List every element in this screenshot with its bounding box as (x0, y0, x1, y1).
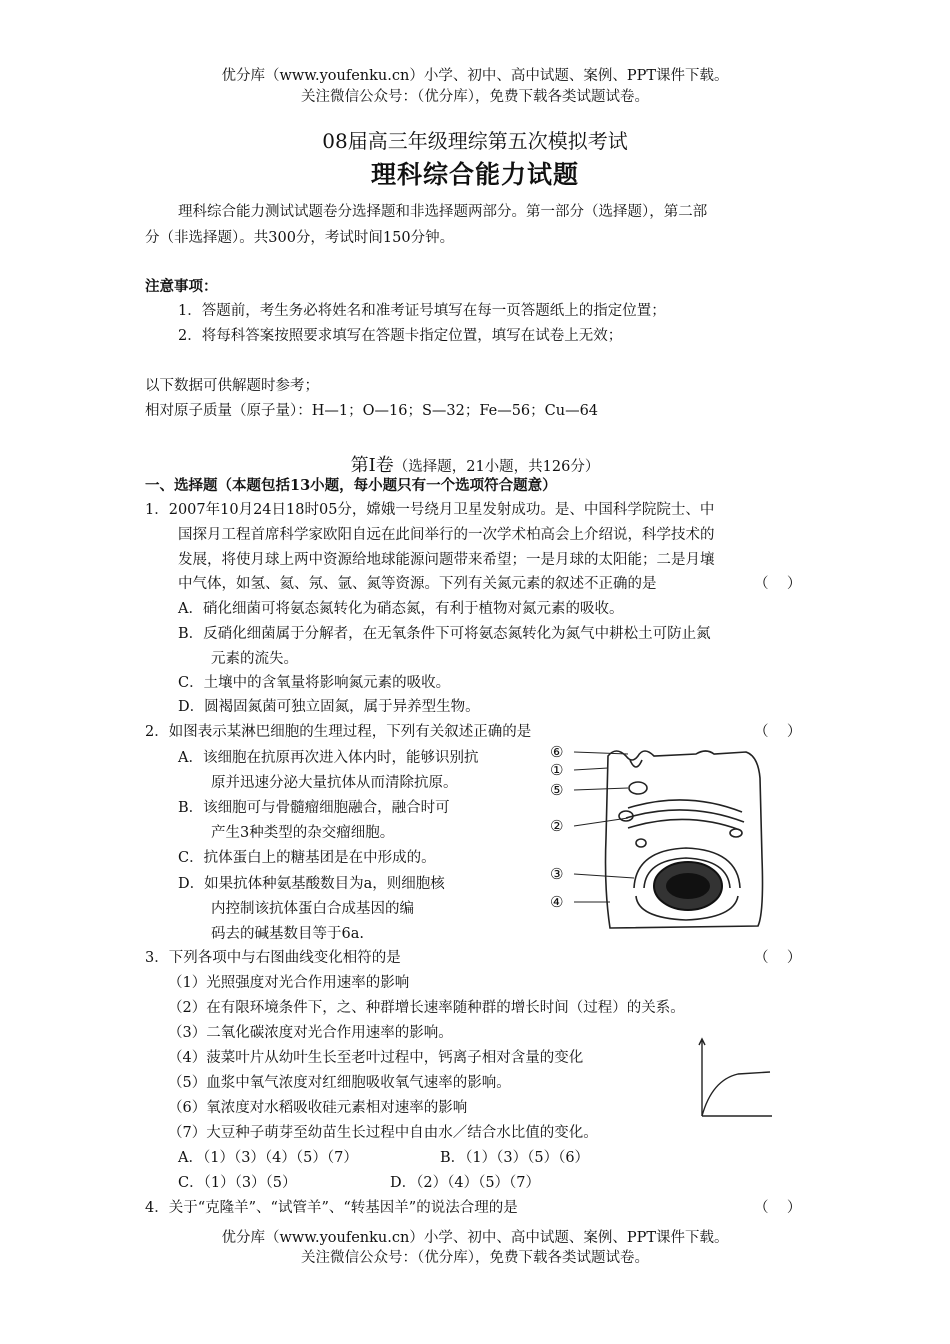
nucleolus (666, 873, 710, 899)
intro-line-1: 理科综合能力测试试题卷分选择题和非选择题两部分。第一部分（选择题），第二部 (178, 204, 708, 220)
vesicle-exocytosis (630, 760, 642, 767)
figure-label-6: ⑥ (550, 743, 564, 761)
q1-line-2: 国探月工程首席科学家欧阳自远在此间举行的一次学术柏高会上介绍说，科学技术的 (178, 527, 715, 543)
exam-title: 08届高三年级理综第五次模拟考试 (322, 129, 628, 153)
figure-label-1: ① (550, 761, 564, 779)
vesicle (730, 829, 742, 837)
golgi (628, 819, 740, 830)
q4-stem: 4．关于“克隆羊”、“试管羊”、“转基因羊”的说法合理的是 (145, 1200, 518, 1216)
figure-label-5: ⑤ (550, 781, 564, 799)
curve (702, 1072, 770, 1116)
q1-option-b-cont: 元素的流失。 (211, 651, 298, 667)
q3-option-d: D．（2）（4）（5）（7） (390, 1175, 541, 1191)
reference-line-1: 以下数据可供解题时参考； (145, 378, 319, 394)
q3-item-4: （4）菠菜叶片从幼叶生长至老叶过程中，钙离子相对含量的变化 (168, 1050, 584, 1066)
q3-item-3: （3）二氧化碳浓度对光合作用速率的影响。 (168, 1025, 453, 1041)
q1-option-d: D．圆褐固氮菌可独立固氮，属于异养型生物。 (178, 699, 480, 715)
footer-line-1: 优分库（www.youfenku.cn）小学、初中、高中试题、案例、PPT课件下载。 (221, 1230, 729, 1246)
q4-answer-paren: （ ） (754, 1200, 802, 1216)
q1-answer-paren: （ ） (754, 576, 802, 592)
section-heading: 一、选择题（本题包括13小题，每小题只有一个选项符合题意） (145, 477, 557, 494)
notice-item-2: 2．将每科答案按照要求填写在答题卡指定位置，填写在试卷上无效； (178, 328, 623, 344)
q2-answer-paren: （ ） (754, 724, 802, 740)
q2-option-d-cont-1: 内控制该抗体蛋白合成基因的编 (211, 901, 414, 917)
q3-option-c: C．（1）（3）（5） (178, 1175, 297, 1191)
q2-option-a: A．该细胞在抗原再次进入体内时，能够识别抗 (178, 750, 479, 766)
footer-line-2: 关注微信公众号：（优分库），免费下载各类试题试卷。 (301, 1250, 649, 1266)
reference-line-2: 相对原子质量（原子量）：H—1；O—16；S—32；Fe—56；Cu—64 (145, 403, 599, 419)
q1-option-b: B．反硝化细菌属于分解者，在无氧条件下可将氨态氮转化为氮气中耕松土可防止氮 (178, 626, 711, 642)
q3-option-a: A．（1）（3）（4）（5）（7） (178, 1150, 358, 1166)
q1-option-a: A．硝化细菌可将氨态氮转化为硝态氮，有利于植物对氮元素的吸收。 (178, 601, 624, 617)
intro-line-2: 分（非选择题）。共300分，考试时间150分钟。 (145, 230, 455, 246)
q3-item-6: （6）氧浓度对水稻吸收硅元素相对速率的影响 (168, 1100, 468, 1116)
q1-line-3: 发展，将使月球上两中资源给地球能源问题带来希望；一是月球的太阳能；二是月壤 (178, 552, 715, 568)
q2-option-b-cont: 产生3种类型的杂交瘤细胞。 (211, 825, 395, 841)
q2-option-d-cont-2: 码去的碱基数目等于6a. (211, 926, 364, 942)
q2-option-c: C．抗体蛋白上的糖基团是在中形成的。 (178, 850, 436, 866)
q1-line-4: 中气体，如氢、氦、氖、氩、氮等资源。下列有关氮元素的叙述不正确的是 (178, 576, 657, 592)
q3-item-5: （5）血浆中氧气浓度对红细胞吸收氧气速率的影响。 (168, 1075, 511, 1091)
section-note: （选择题，21小题，共126分） (393, 459, 600, 475)
saturation-curve-figure (694, 1036, 774, 1120)
q3-option-b: B．（1）（3）（5）（6） (440, 1150, 590, 1166)
q1-line-1: 1．2007年10月24日18时05分，嫦娥一号绕月卫星发射成功。是、中国科学院院士、中 (145, 502, 715, 518)
q2-option-a-cont: 原并迅速分泌大量抗体从而清除抗原。 (211, 775, 458, 791)
section-title-text: 第Ⅰ卷 (350, 455, 394, 476)
q3-item-1: （1）光照强度对光合作用速率的影响 (168, 975, 410, 991)
cell-diagram (546, 738, 776, 938)
exam-subtitle: 理科综合能力试题 (370, 160, 579, 189)
header-line-1: 优分库（www.youfenku.cn）小学、初中、高中试题、案例、PPT课件下载。 (221, 68, 729, 84)
vesicle (629, 782, 647, 794)
header-line-2: 关注微信公众号：（优分库），免费下载各类试题试卷。 (301, 89, 649, 105)
q2-stem: 2．如图表示某淋巴细胞的生理过程，下列有关叙述正确的是 (145, 724, 532, 740)
notice-item-1: 1．答题前，考生务必将姓名和准考证号填写在每一页答题纸上的指定位置； (178, 303, 666, 319)
q2-option-d: D．如果抗体种氨基酸数目为a，则细胞核 (178, 876, 445, 892)
q3-stem: 3．下列各项中与右图曲线变化相符的是 (145, 950, 401, 966)
figure-label-3: ③ (550, 865, 564, 883)
q3-item-2: （2）在有限环境条件下，之、种群增长速率随种群的增长时间（过程）的关系。 (168, 1000, 685, 1016)
q2-option-b: B．该细胞可与骨髓瘤细胞融合，融合时可 (178, 800, 450, 816)
q3-answer-paren: （ ） (754, 950, 802, 966)
figure-label-4: ④ (550, 893, 564, 911)
q1-option-c: C．土壤中的含氧量将影响氮元素的吸收。 (178, 675, 451, 691)
notice-heading: 注意事项： (145, 278, 218, 295)
q3-item-7: （7）大豆种子萌芽至幼苗生长过程中自由水／结合水比值的变化。 (168, 1125, 598, 1141)
vesicle (636, 839, 646, 847)
figure-label-2: ② (550, 817, 564, 835)
